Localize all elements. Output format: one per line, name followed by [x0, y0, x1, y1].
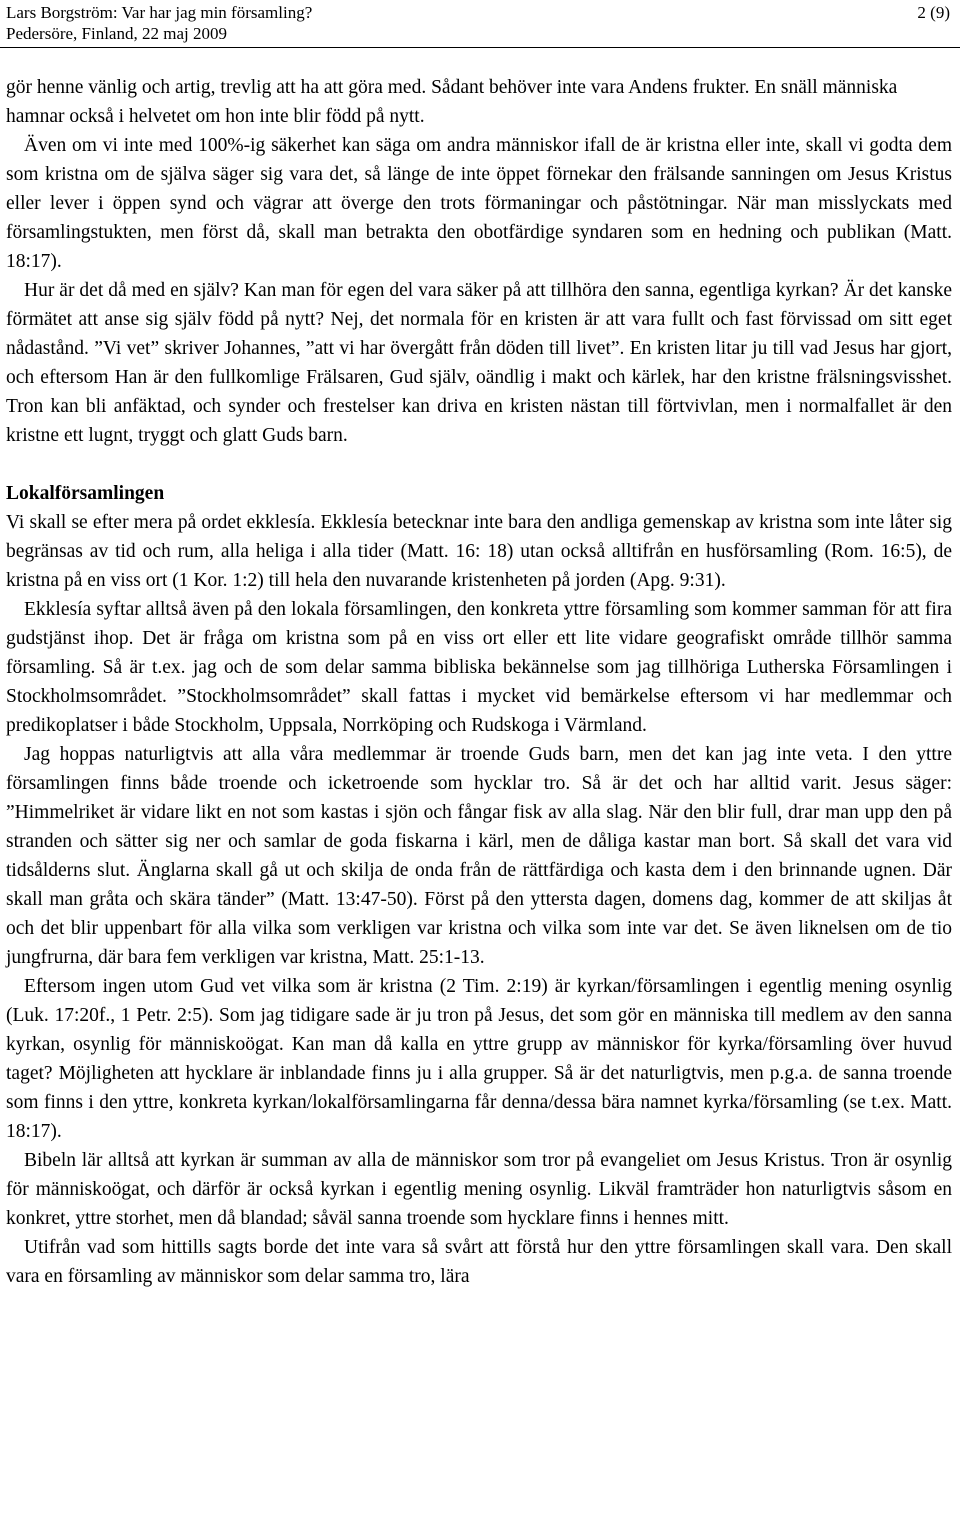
paragraph: Ekklesía syftar alltså även på den lokala församlingen, den konkreta yttre församling som kommer samman för att fira gudstjänst ihop. Det är fråga om kristna som på en viss ort eller ett lite vidare geografiskt område tillhör samma församling. Så är t.ex. jag och de som delar samma bibliska bekännelse som jag tillhöriga Lutherska Församlingen i Stockholmsområdet. ”Stockholmsområdet” skall fattas i mycket vid bemärkelse eftersom vi har medlemmar och predikoplatser i både Stockholm, Uppsala, Norrköping och Rudskoga i Värmland.: [6, 599, 952, 736]
paragraph: Eftersom ingen utom Gud vet vilka som är kristna (2 Tim. 2:19) är kyrkan/församlingen i egentlig mening osynlig (Luk. 17:20f., 1 Petr. 2:5). Som jag tidigare sade är ju tron på Jesus, det som gör en människa till medlem av den sanna kyrkan, osynlig för människoögat. Kan man då kalla en yttre grupp av människor för kyrka/församling över huvud taget? Möjligheten att hycklare är inblandade finns ju i alla grupper. Så är det naturligtvis, men p.g.a. de sanna troende som finns i den yttre, konkreta kyrkan/lokalförsamlingarna får denna/dessa bära namnet kyrka/församling (se t.ex. Matt. 18:17).: [6, 976, 952, 1142]
header-place-date: Pedersöre, Finland, 22 maj 2009: [6, 24, 227, 43]
paragraph: Bibeln lär alltså att kyrkan är summan av alla de människor som tror på evangeliet om Jesus Kristus. Tron är osynlig för människoögat, och därför är också kyrkan i egentlig mening osynlig. Likväl framträder hon naturligtvis såsom en konkret, yttre storhet, men då blandad; såväl sanna troende som hycklare finns i hennes mitt.: [6, 1150, 952, 1229]
paragraph: Utifrån vad som hittills sagts borde det inte vara så svårt att förstå hur den yttre församlingen skall vara. Den skall vara en församling av människor som delar samma tro, lära: [6, 1237, 952, 1287]
page-number: 2 (9): [917, 3, 950, 22]
document-body: [6, 73, 952, 1291]
header-divider: [0, 47, 960, 48]
paragraph: Även om vi inte med 100%-ig säkerhet kan säga om andra människor ifall de är kristna eller inte, skall vi godta dem som kristna om de själva säger sig vara det, så länge de inte öppet förnekar den frälsande sanningen om Jesus Kristus eller lever i öppen synd och vägrar att överge den trots förmaningar och påstötningar. När man misslyckats med församlingstukten, men först då, skall man betrakta den obotfärdige syndaren som en hedning och publikan (Matt. 18:17).: [6, 135, 952, 272]
paragraph: Jag hoppas naturligtvis att alla våra medlemmar är troende Guds barn, men det kan jag inte veta. I den yttre församlingen finns både troende och icketroende som hycklar tro. Så är det och har alltid varit. Jesus säger: ”Himmelriket är vidare likt en not som kastas i sjön och fångar fisk av alla slag. När den blir full, drar man upp den på stranden och sätter sig ner och samlar de goda fiskarna i kärl, men de dåliga kastar man bort. Så skall det vara vid tidsålderns slut. Änglarna skall gå ut och skilja de onda från de rättfärdiga och kasta dem i den brinnande ugnen. Där skall man gråta och skära tänder” (Matt. 13:47-50). Först på den yttersta dagen, domens dag, kommer de att skiljas åt och det blir uppenbart för alla vilka som verkligen var kristna och vilka som inte var det. Se även liknelsen om de tio jungfrurna, där bara fem verkligen var kristna, Matt. 25:1-13.: [6, 744, 952, 968]
header-title: Lars Borgström: Var har jag min församling?: [6, 3, 313, 22]
page-header: [6, 2, 950, 44]
paragraph: gör henne vänlig och artig, trevlig att ha att göra med. Sådant behöver inte vara Andens frukter. En snäll människa hamnar också i helvetet om hon inte blir född på nytt.: [6, 77, 898, 127]
section-heading: Lokalförsamlingen: [6, 483, 165, 504]
paragraph: Hur är det då med en själv? Kan man för egen del vara säker på att tillhöra den sanna, egentliga kyrkan? Är det kanske förmätet att anse sig själv född på nytt? Nej, det normala för en kristen är att vara fullt och fast förvissad om sitt eget nådastånd. ”Vi vet” skriver Johannes, ”att vi har övergått från döden till livet”. En kristen litar ju till vad Jesus har gjort, och eftersom Han är den fullkomlige Frälsaren, Gud själv, oändlig i makt och kärlek, har den kristne frälsningsvisshet. Tron kan bli anfäktad, och synder och frestelser kan driva en kristen nästan till förtvivlan, men i normalfallet är den kristne ett lugnt, tryggt och glatt Guds barn.: [6, 280, 952, 446]
paragraph: Vi skall se efter mera på ordet ekklesía. Ekklesía betecknar inte bara den andliga gemenskap av kristna som inte låter sig begränsas av tid och rum, alla heliga i alla tider (Matt. 16: 18) utan också alltifrån en husförsamling (Rom. 16:5), de kristna på en viss ort (1 Kor. 1:2) till hela den nuvarande kristenheten på jorden (Apg. 9:31).: [6, 512, 952, 591]
